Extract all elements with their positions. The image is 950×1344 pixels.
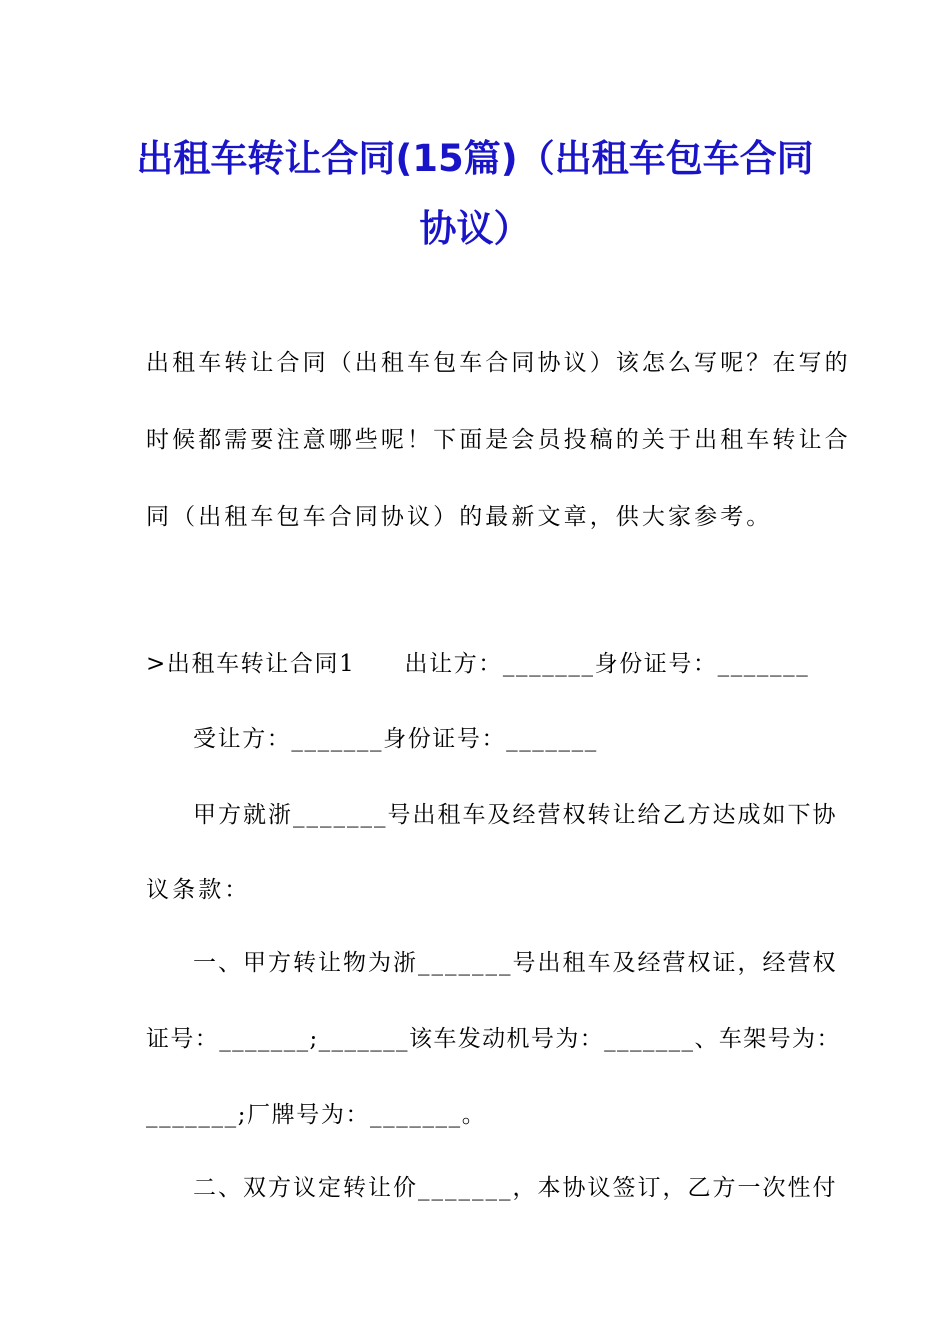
contract-para-a-line2: 议条款： (146, 877, 251, 903)
document-title-line1: 出租车转让合同(15篇)（出租车包车合同 (136, 137, 814, 180)
intro-line-3: 同（出租车包车合同协议）的最新文章，供大家参考。 (146, 504, 773, 530)
document-title-line2: 协议） (419, 207, 531, 250)
intro-line-1: 出租车转让合同（出租车包车合同协议）该怎么写呢？在写的 (146, 350, 851, 376)
contract-para-a-line1: 甲方就浙_______号出租车及经营权转让给乙方达成如下协 (193, 802, 838, 828)
contract-clause1-line2: 证号：_______;_______该车发动机号为：_______、车架号为： (146, 1026, 841, 1052)
contract-transferor-line: >出租车转让合同1 出让方：_______身份证号：_______ (146, 651, 810, 677)
intro-line-2: 时候都需要注意哪些呢！下面是会员投稿的关于出租车转让合 (146, 427, 851, 453)
contract-clause1-line3: _______;厂牌号为：_______。 (146, 1102, 487, 1128)
contract-clause2-line1: 二、双方议定转让价_______，本协议签订，乙方一次性付 (193, 1175, 838, 1201)
contract-transferee-line: 受让方：_______身份证号：_______ (193, 726, 598, 752)
contract-clause1-line1: 一、甲方转让物为浙_______号出租车及经营权证，经营权 (193, 950, 838, 976)
